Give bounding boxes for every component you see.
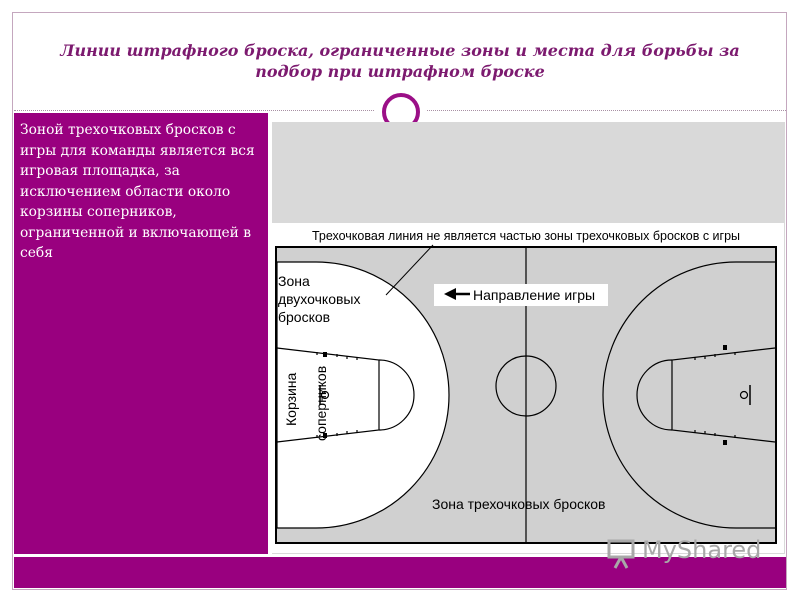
- slide-title: Линии штрафного броска, ограниченные зоны и места для борьбы за подбор при штрафном броске: [60, 41, 740, 81]
- basket-label-line1: Корзина: [283, 372, 299, 426]
- side-panel-text: Зоной трехочковых бросков с игры для команды является вся игровая площадка, за исключением области около корзины соперников, ограниченной и включающей в себя: [20, 122, 255, 261]
- basket-label-line2: соперников: [313, 365, 329, 441]
- direction-label: Направление игры: [473, 287, 596, 303]
- top-label: Трехочковая линия не является частью зоны трехочковых бросков с игры: [311, 229, 741, 243]
- two-point-zone-label: Зона двухочковых бросков: [278, 273, 361, 325]
- three-point-zone-label: Зона трехочковых бросков: [432, 496, 606, 512]
- court-diagram: [268, 223, 784, 553]
- presentation-icon: [606, 538, 640, 570]
- watermark-text: MyShared: [642, 536, 762, 564]
